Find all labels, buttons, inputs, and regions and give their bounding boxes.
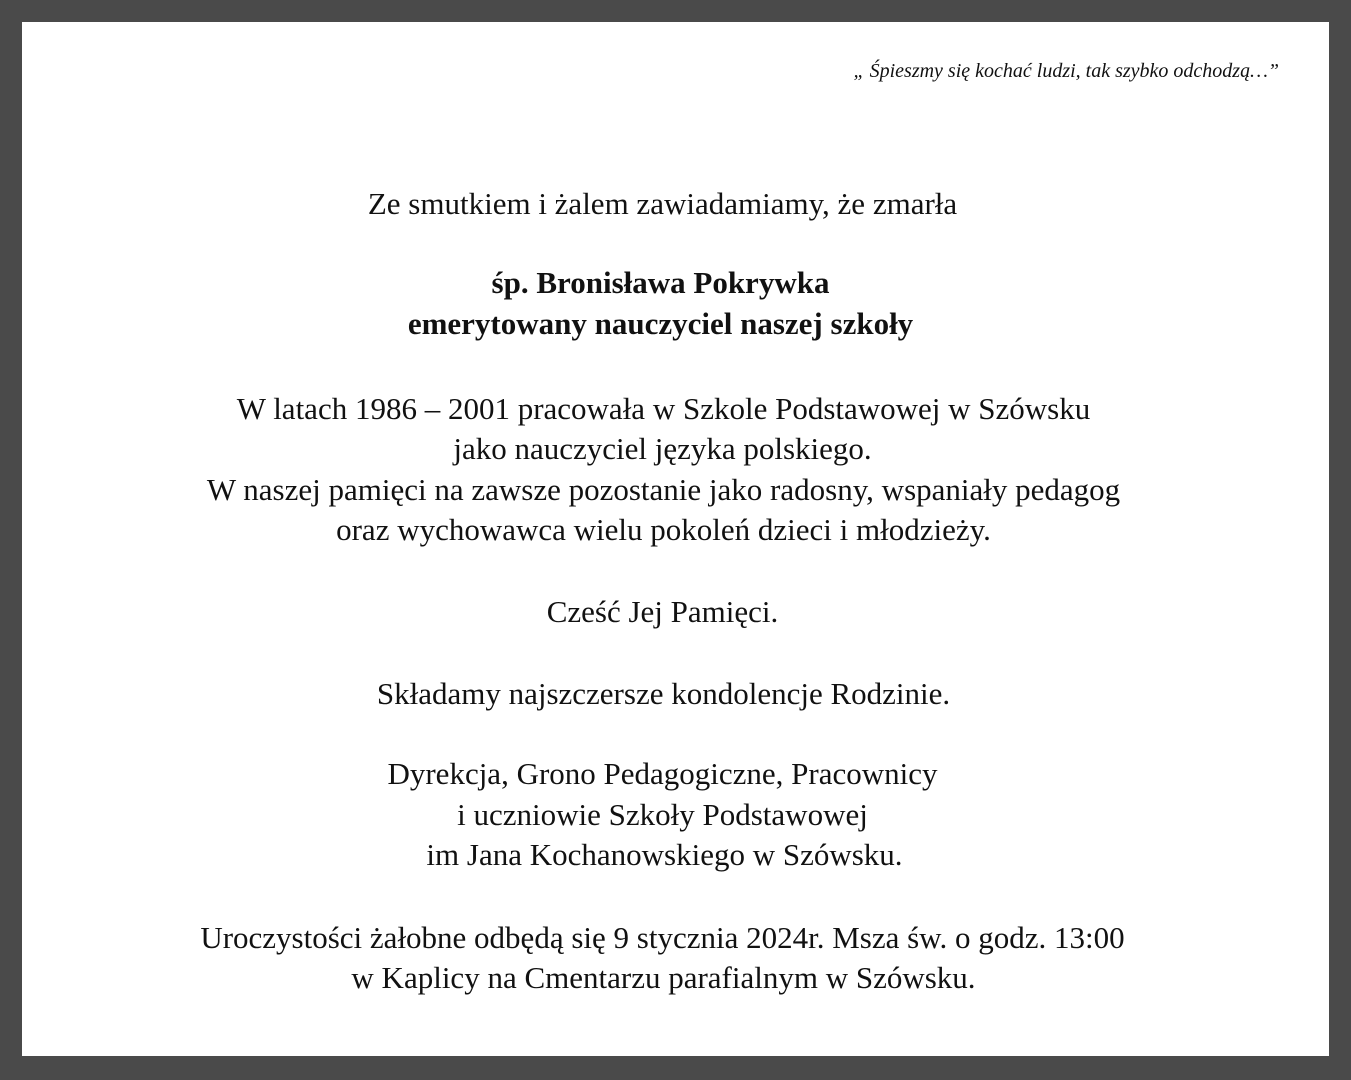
- biography-line: W latach 1986 – 2001 pracowała w Szkole Podstawowej w Szówsku: [236, 391, 1091, 426]
- obituary-notice: [22, 22, 1329, 1056]
- signature-line: im Jana Kochanowskiego w Szówsku.: [426, 837, 903, 872]
- announcement-line: Ze smutkiem i żalem zawiadamiamy, że zmarła: [367, 186, 958, 221]
- biography-line: W naszej pamięci na zawsze pozostanie jako radosny, wspaniały pedagog: [206, 472, 1121, 507]
- biography-line: oraz wychowawca wielu pokoleń dzieci i młodzieży.: [336, 512, 991, 547]
- condolences-line: Składamy najszczersze kondolencje Rodzinie.: [376, 676, 951, 711]
- deceased-title: emerytowany nauczyciel naszej szkoły: [407, 306, 914, 341]
- biography-line: jako nauczyciel języka polskiego.: [453, 431, 872, 466]
- tribute-line: Cześć Jej Pamięci.: [546, 594, 779, 629]
- signature-line: i uczniowie Szkoły Podstawowej: [457, 797, 868, 832]
- signature-line: Dyrekcja, Grono Pedagogiczne, Pracownicy: [387, 756, 938, 791]
- funeral-info-line: w Kaplicy na Cmentarzu parafialnym w Szówsku.: [351, 960, 976, 995]
- motto-quote: „ Śpieszmy się kochać ludzi, tak szybko odchodzą…”: [853, 60, 1279, 82]
- deceased-name: śp. Bronisława Pokrywka: [491, 265, 830, 300]
- funeral-info-line: Uroczystości żałobne odbędą się 9 stycznia 2024r. Msza św. o godz. 13:00: [200, 920, 1125, 955]
